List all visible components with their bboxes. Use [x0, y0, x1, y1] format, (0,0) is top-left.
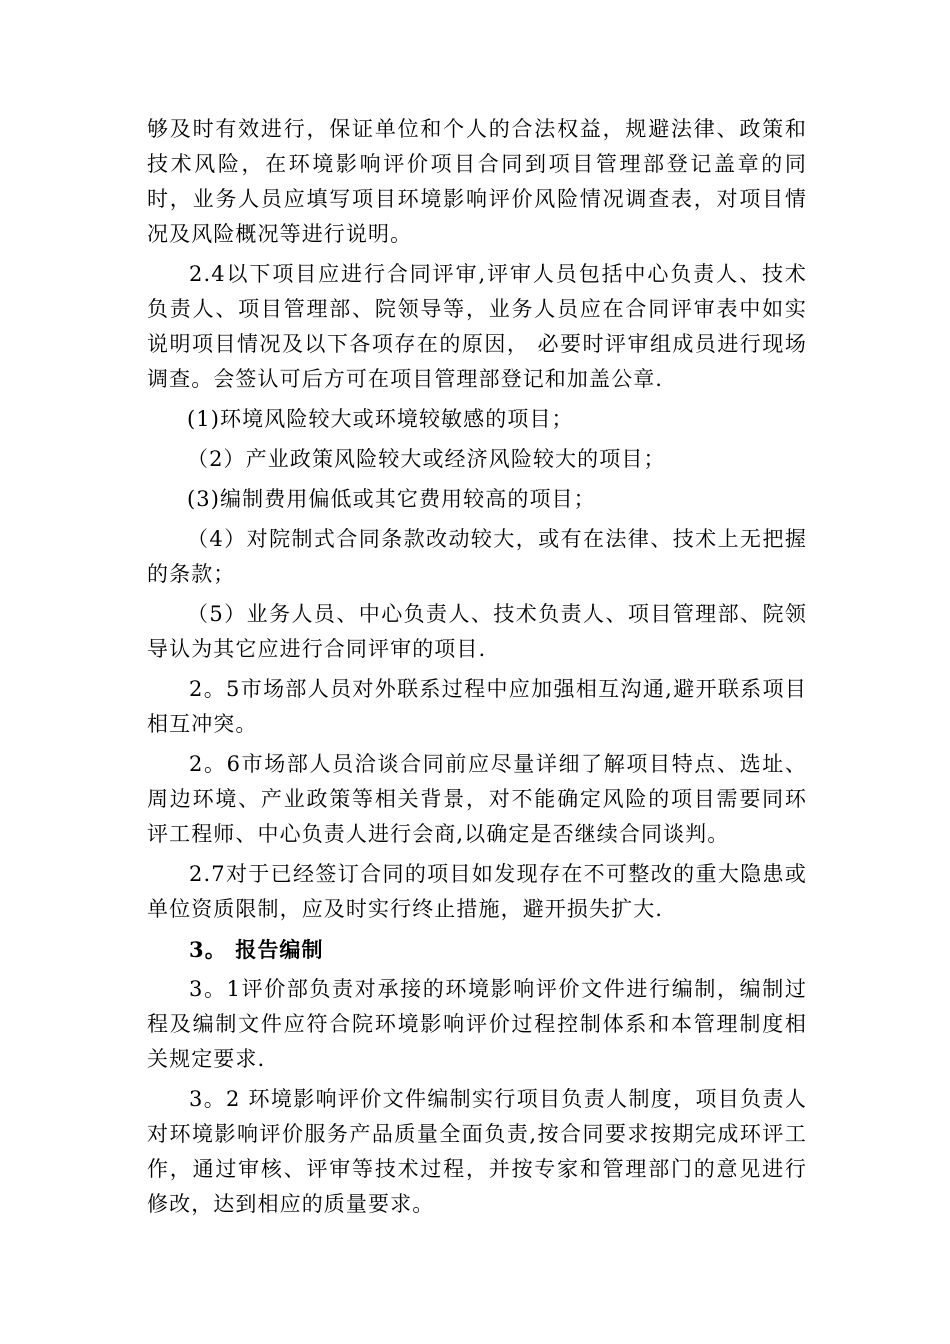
- paragraph-continuation: 够及时有效进行，保证单位和个人的合法权益，规避法律、政策和技术风险，在环境影响评价项目合同到项目管理部登记盖章的同时，业务人员应填写项目环境影响评价风险情况调查表，对项目情况及风险概况等进行说明。: [147, 117, 807, 246]
- paragraph-2-5: 2。5市场部人员对外联系过程中应加强相互沟通,避开联系项目相互冲突。: [147, 677, 807, 736]
- paragraph-3-2: 3。2 环境影响评价文件编制实行项目负责人制度，项目负责人对环境影响评价服务产品质量全面负责,按合同要求按期完成环评工作，通过审核、评审等技术过程，并按专家和管理部门的意见进行修改，达到相应的质量要求。: [147, 1087, 807, 1216]
- list-item-5: （5）业务人员、中心负责人、技术负责人、项目管理部、院领导认为其它应进行合同评审的项目.: [147, 602, 807, 661]
- paragraph-2-6: 2。6市场部人员洽谈合同前应尽量详细了解项目特点、选址、周边环境、产业政策等相关背景，对不能确定风险的项目需要同环评工程师、中心负责人进行会商,以确定是否继续合同谈判。: [147, 752, 807, 846]
- section-heading-3: 3。 报告编制: [189, 937, 324, 962]
- list-item-3: (3)编制费用偏低或其它费用较高的项目；: [187, 487, 596, 511]
- list-item-2: （2）产业政策风险较大或经济风险较大的项目；: [187, 447, 666, 471]
- paragraph-3-1: 3。1评价部负责对承接的环境影响评价文件进行编制，编制过程及编制文件应符合院环境影响评价过程控制体系和本管理制度相关规定要求.: [147, 977, 807, 1071]
- document-page: [147, 112, 807, 1227]
- list-item-4: （4）对院制式合同条款改动较大，或有在法律、技术上无把握的条款；: [147, 527, 807, 586]
- list-item-1: (1)环境风险较大或环境较敏感的项目；: [187, 407, 574, 431]
- paragraph-2-4: 2.4以下项目应进行合同评审,评审人员包括中心负责人、技术负责人、项目管理部、院领导等，业务人员应在合同评审表中如实说明项目情况及以下各项存在的原因， 必要时评审组成员进行现场调查。会签认可后方可在项目管理部登记和加盖公章.: [147, 262, 807, 391]
- paragraph-2-7: 2.7对于已经签订合同的项目如发现存在不可整改的重大隐患或单位资质限制，应及时实行终止措施，避开损失扩大.: [147, 862, 807, 921]
